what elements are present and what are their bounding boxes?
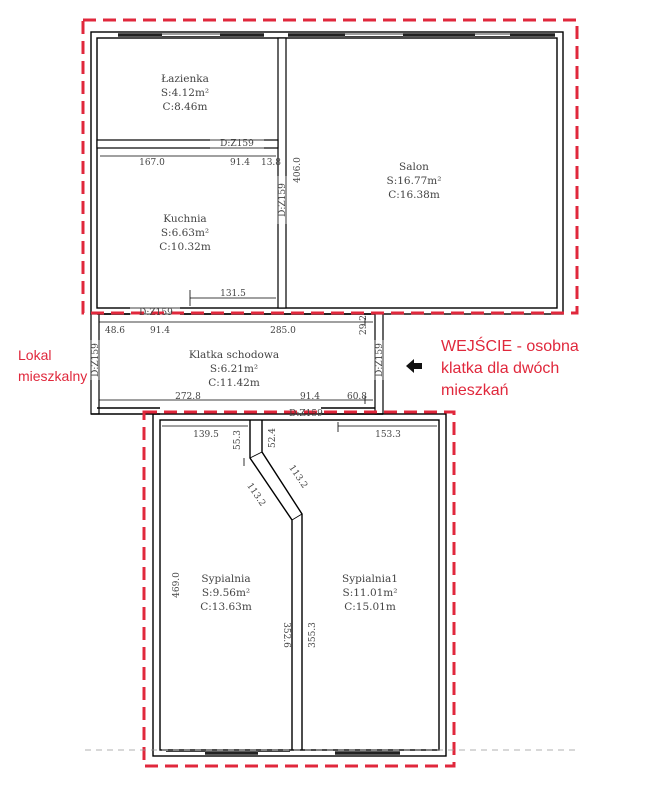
room-labels (159, 73, 441, 613)
door-tag-lazienka: D:Z159 (220, 139, 254, 149)
dim-label: 113.2 (286, 463, 310, 491)
room-area-sypialnia1: S:11.01m² (342, 587, 398, 599)
arrow-left-icon (406, 359, 422, 373)
lower-walls (153, 414, 446, 756)
annotation-wejscie-2: klatka dla dwóch (441, 360, 560, 377)
annotation-lokal-1: Lokal (18, 347, 52, 363)
room-perimeter-lazienka: C:8.46m (162, 101, 208, 113)
dim-label: 52.4 (268, 427, 278, 449)
dim-label: 29.2 (359, 314, 369, 336)
door-tag-klatka-left: D:Z159 (91, 343, 101, 377)
room-name-lazienka: Łazienka (161, 73, 209, 85)
annotation-wejscie-1: WEJŚCIE - osobna (441, 338, 579, 355)
dim-label: 153.3 (375, 430, 401, 440)
room-perimeter-salon: C:16.38m (388, 189, 440, 201)
dim-label: 469.0 (172, 572, 182, 598)
room-name-sypialnia1: Sypialnia1 (342, 573, 398, 585)
door-tag-klatka-top: D:Z159 (139, 308, 173, 318)
dim-label: 91.4 (149, 326, 171, 336)
room-perimeter-sypialnia: C:13.63m (200, 601, 252, 613)
dim-label: 167.0 (139, 158, 165, 168)
dim-label: 13.8 (260, 158, 282, 168)
annotation-lokal-2: mieszkalny (18, 368, 88, 384)
room-area-kuchnia: S:6.63m² (160, 227, 210, 239)
dim-label: 48.6 (104, 326, 126, 336)
dim-label: 285.0 (270, 326, 296, 336)
lower-unit-outline (144, 412, 454, 766)
dim-label: 139.5 (193, 430, 219, 440)
room-perimeter-kuchnia: C:10.32m (159, 241, 211, 253)
room-name-klatka: Klatka schodowa (188, 349, 280, 361)
dim-label: 60.8 (346, 392, 368, 402)
dim-label: 91.4 (299, 392, 321, 402)
stairwell-walls (90, 307, 384, 416)
door-tag-klatka-right: D:Z159 (375, 343, 385, 377)
room-area-lazienka: S:4.12m² (160, 87, 210, 99)
annotations (18, 336, 579, 399)
room-name-sypialnia: Sypialnia (201, 573, 251, 585)
dim-label: 91.4 (229, 158, 251, 168)
door-tag-kuchnia: D:Z159 (278, 183, 288, 217)
dim-label: 272.8 (175, 392, 201, 402)
dim-label: 355.3 (308, 622, 318, 648)
partition-diagonal-left (250, 420, 292, 750)
dim-label: 131.5 (220, 289, 246, 299)
room-area-klatka: S:6.21m² (209, 363, 259, 375)
dim-label: 352.6 (281, 622, 291, 648)
lower-outer-wall (153, 414, 446, 756)
dim-label: 406.0 (293, 157, 303, 183)
room-area-salon: S:16.77m² (386, 175, 442, 187)
room-perimeter-klatka: C:11.42m (208, 377, 260, 389)
dim-label: 55.3 (233, 429, 243, 451)
room-name-salon: Salon (399, 161, 429, 173)
room-perimeter-sypialnia1: C:15.01m (344, 601, 396, 613)
door-tag-sypialnie: D:Z159 (289, 409, 323, 419)
annotation-wejscie-3: mieszkań (441, 382, 509, 399)
partition-salon (278, 38, 286, 308)
room-area-sypialnia: S:9.56m² (201, 587, 251, 599)
room-name-kuchnia: Kuchnia (163, 213, 207, 225)
dim-label: 113.2 (244, 481, 268, 509)
